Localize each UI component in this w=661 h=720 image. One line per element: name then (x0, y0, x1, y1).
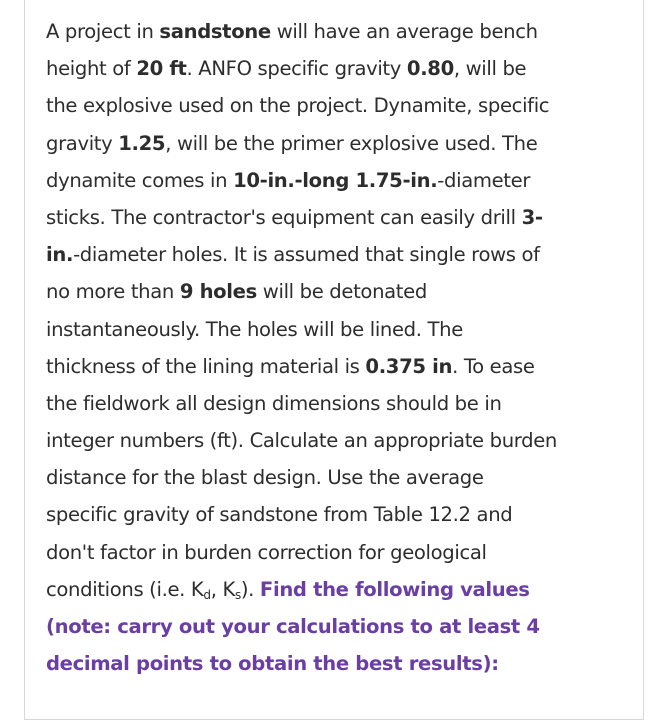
text-run: will be detonated (256, 280, 427, 304)
subscript-d: d (203, 587, 211, 602)
text-run: . ANFO specific gravity (186, 57, 407, 81)
problem-line-1 (46, 13, 646, 50)
text-run: A project in (46, 20, 160, 43)
problem-line-16 (46, 571, 646, 608)
problem-line-5 (46, 162, 646, 199)
text-run: , will be the primer explosive used. The (165, 131, 538, 155)
problem-line-3 (46, 87, 646, 124)
instruction-text: Find the following values (259, 577, 530, 601)
subscript-s: s (234, 587, 241, 602)
text-run: height of (46, 57, 137, 81)
bold-text: 20 ft (136, 57, 187, 81)
text-run: the fieldwork all design dimensions should be in (46, 391, 502, 415)
bold-text: 10-in.-long 1.75-in. (233, 168, 438, 192)
problem-line-18 (46, 645, 646, 682)
text-run: instantaneously. The holes will be lined. The (46, 317, 463, 341)
bold-text: 9 holes (179, 280, 257, 304)
text-run: specific gravity of sandstone from Table 12.2 and (46, 503, 513, 527)
problem-line-14 (46, 496, 646, 533)
text-run: sticks. The contractor's equipment can easily drill (46, 205, 522, 229)
text-run: , K (210, 577, 235, 601)
text-run: ). (240, 577, 260, 601)
problem-line-12 (46, 422, 646, 459)
bold-text: sandstone (159, 20, 271, 43)
text-run: dynamite comes in (46, 168, 234, 192)
text-run: gravity (46, 131, 119, 155)
text-run: integer numbers (ft). Calculate an appropriate burden (46, 429, 557, 453)
problem-line-7 (46, 236, 646, 273)
text-run: distance for the blast design. Use the average (46, 466, 484, 490)
problem-line-13 (46, 459, 646, 496)
problem-line-11 (46, 385, 646, 422)
problem-line-15 (46, 534, 646, 571)
problem-line-17 (46, 608, 646, 645)
problem-line-9 (46, 311, 646, 348)
text-run: conditions (i.e. K (46, 577, 204, 601)
text-run: will have an average bench (270, 20, 538, 43)
text-run: don't factor in burden correction for geological (46, 540, 487, 564)
problem-line-10 (46, 348, 646, 385)
problem-line-2 (46, 50, 646, 87)
bold-text: 1.25 (118, 131, 166, 155)
text-run: . To ease (452, 354, 535, 378)
bold-text: 3- (521, 205, 543, 229)
text-run: -diameter holes. It is assumed that single rows of (73, 243, 540, 267)
text-run: -diameter (437, 168, 531, 192)
text-run: thickness of the lining material is (46, 354, 366, 378)
text-run: no more than (46, 280, 180, 304)
problem-line-4 (46, 125, 646, 162)
problem-statement (46, 13, 646, 682)
bold-text: 0.80 (406, 57, 454, 81)
instruction-text: decimal points to obtain the best results): (46, 652, 499, 676)
text-run: the explosive used on the project. Dynamite, specific (46, 94, 550, 118)
instruction-text: (note: carry out your calculations to at least 4 (46, 615, 540, 638)
problem-line-6 (46, 199, 646, 236)
bold-text: in. (46, 243, 74, 267)
text-run: , will be (453, 57, 527, 81)
problem-line-8 (46, 273, 646, 310)
bold-text: 0.375 in (365, 354, 453, 378)
